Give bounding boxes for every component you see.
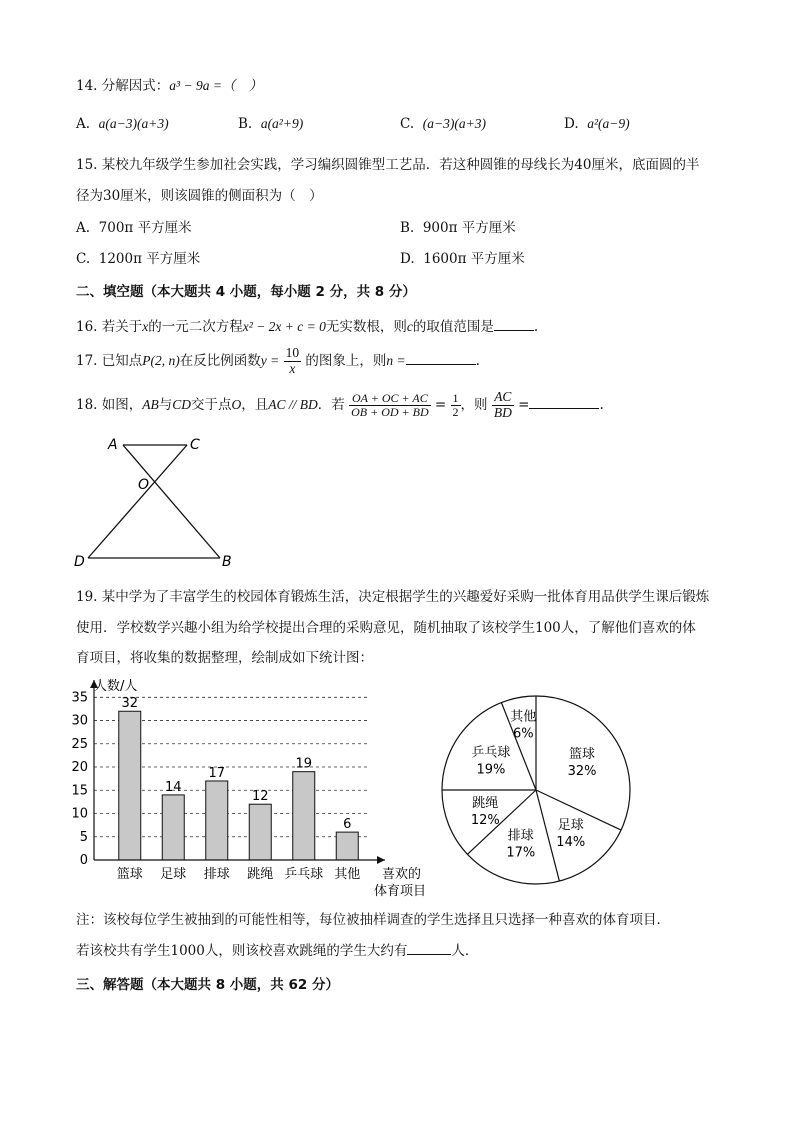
chart-ylabel: 人数/人 <box>94 679 138 694</box>
answer-blank[interactable] <box>494 318 534 331</box>
x-tick-label: 跳绳 <box>247 867 274 882</box>
pie-slice-percent: 19% <box>476 762 506 778</box>
section-3-title: 三、解答题（本大题共 8 小题，共 62 分） <box>76 977 339 993</box>
bar <box>119 711 141 860</box>
label-c: C <box>190 437 200 453</box>
bar-value-label: 32 <box>121 696 139 712</box>
x-tick-label: 乒乓球 <box>284 867 324 882</box>
y-tick-label: 35 <box>71 690 88 706</box>
x-tick-label: 排球 <box>203 867 230 882</box>
label-b: B <box>222 554 232 570</box>
q14-stem: 14. 分解因式：a³ − 9a =（ ） <box>76 78 263 94</box>
bar <box>206 781 228 860</box>
q19-question: 若该校共有学生1000人，则该校喜欢跳绳的学生大约有 人． <box>76 943 479 959</box>
x-tick-label: 足球 <box>160 867 187 882</box>
pie-slice-percent: 32% <box>567 763 597 779</box>
label-o: O <box>138 477 150 493</box>
q14-option-b: B. a(a²+9) <box>238 116 304 132</box>
label-d: D <box>74 554 85 570</box>
y-tick-label: 15 <box>71 783 88 799</box>
pie-slice-percent: 6% <box>513 726 534 742</box>
pie-slice-label: 其他 <box>510 709 537 725</box>
q15-line1: 15. 某校九年级学生参加社会实践，学习编织圆锥型工艺品．若这种圆锥的母线长为40厘米，底面圆的半 <box>76 157 700 173</box>
bar-value-label: 14 <box>164 779 182 795</box>
label-a: A <box>108 437 118 453</box>
bar-value-label: 17 <box>208 765 226 781</box>
answer-blank[interactable] <box>529 396 599 409</box>
q14-option-c: C. (a−3)(a+3) <box>400 116 486 132</box>
x-tick-label: 其他 <box>334 867 361 882</box>
y-tick-label: 0 <box>79 853 88 868</box>
pie-slice-label: 排球 <box>507 828 534 844</box>
x-tick-label: 篮球 <box>116 867 143 882</box>
bar <box>336 832 358 860</box>
y-tick-label: 20 <box>71 760 88 776</box>
q15-option-b: B. 900π 平方厘米 <box>400 220 516 236</box>
pie-slice-label: 篮球 <box>569 746 596 762</box>
y-tick-label: 5 <box>79 829 88 845</box>
q16: 16. 若关于x的一元二次方程x² − 2x + c = 0无实数根，则c的取值范围是 . <box>76 319 539 335</box>
answer-blank[interactable] <box>407 942 451 955</box>
q19-note: 注：该校每位学生被抽到的可能性相等，每位被抽样调查的学生选择且只选择一种喜欢的体育项目． <box>76 912 670 928</box>
pie-slice-percent: 14% <box>556 835 586 851</box>
answer-blank[interactable] <box>406 352 476 365</box>
q14-option-d: D. a²(a−9) <box>564 116 630 132</box>
pie-slice-label: 乒乓球 <box>471 745 511 761</box>
q15-line2: 径为30厘米，则该圆锥的侧面积为（ ） <box>76 188 323 204</box>
pie-slice-percent: 17% <box>506 845 536 861</box>
bar <box>162 795 184 860</box>
q15-option-c: C. 1200π 平方厘米 <box>76 251 201 267</box>
y-tick-label: 25 <box>71 736 88 752</box>
x-axis-arrow <box>377 856 385 864</box>
pie-slice-label: 足球 <box>557 818 584 834</box>
bar-value-label: 19 <box>295 756 313 772</box>
q14-option-a: A. a(a−3)(a+3) <box>76 116 169 132</box>
pie-chart <box>436 690 636 890</box>
q15-option-d: D. 1600π 平方厘米 <box>400 251 525 267</box>
bar-value-label: 12 <box>251 789 269 805</box>
chart-xlabel-line2: 体育项目 <box>374 884 427 899</box>
bar-value-label: 6 <box>343 817 352 833</box>
q15-option-a: A. 700π 平方厘米 <box>76 220 192 236</box>
bar <box>293 772 315 860</box>
y-tick-label: 10 <box>71 806 88 822</box>
pie-slice-percent: 12% <box>470 813 500 829</box>
bar <box>249 804 271 860</box>
q19-line1: 19. 某中学为了丰富学生的校园体育锻炼生活，决定根据学生的兴趣爱好采购一批体育用品供学生课后锻炼 <box>76 589 710 605</box>
pie-slice-label: 跳绳 <box>472 796 499 812</box>
bar-chart <box>70 670 450 900</box>
chart-xlabel-line1: 喜欢的 <box>382 867 422 882</box>
y-tick-label: 30 <box>71 713 88 729</box>
q19-line3: 育项目，将收集的数据整理，绘制成如下统计图： <box>76 650 373 666</box>
q19-line2: 使用．学校数学兴趣小组为给学校提出合理的采购意见，随机抽取了该校学生100人，了解他们喜欢的体 <box>76 620 696 636</box>
q18: 18. 如图，AB与CD交于点O，且AC // BD．若 $\frac{OA + OC + AC}{OB + OD + BD}$ = $\frac{1}{2}$ ，则 $\frac{AC}{BD}$ = . <box>76 389 604 420</box>
q18-figure <box>70 430 250 570</box>
q17: 17. 已知点P(2, n)在反比例函数y = $\frac{10}{x}$ 的图象上，则n = . <box>76 345 480 376</box>
section-2-title: 二、填空题（本大题共 4 小题，每小题 2 分，共 8 分） <box>76 284 416 300</box>
